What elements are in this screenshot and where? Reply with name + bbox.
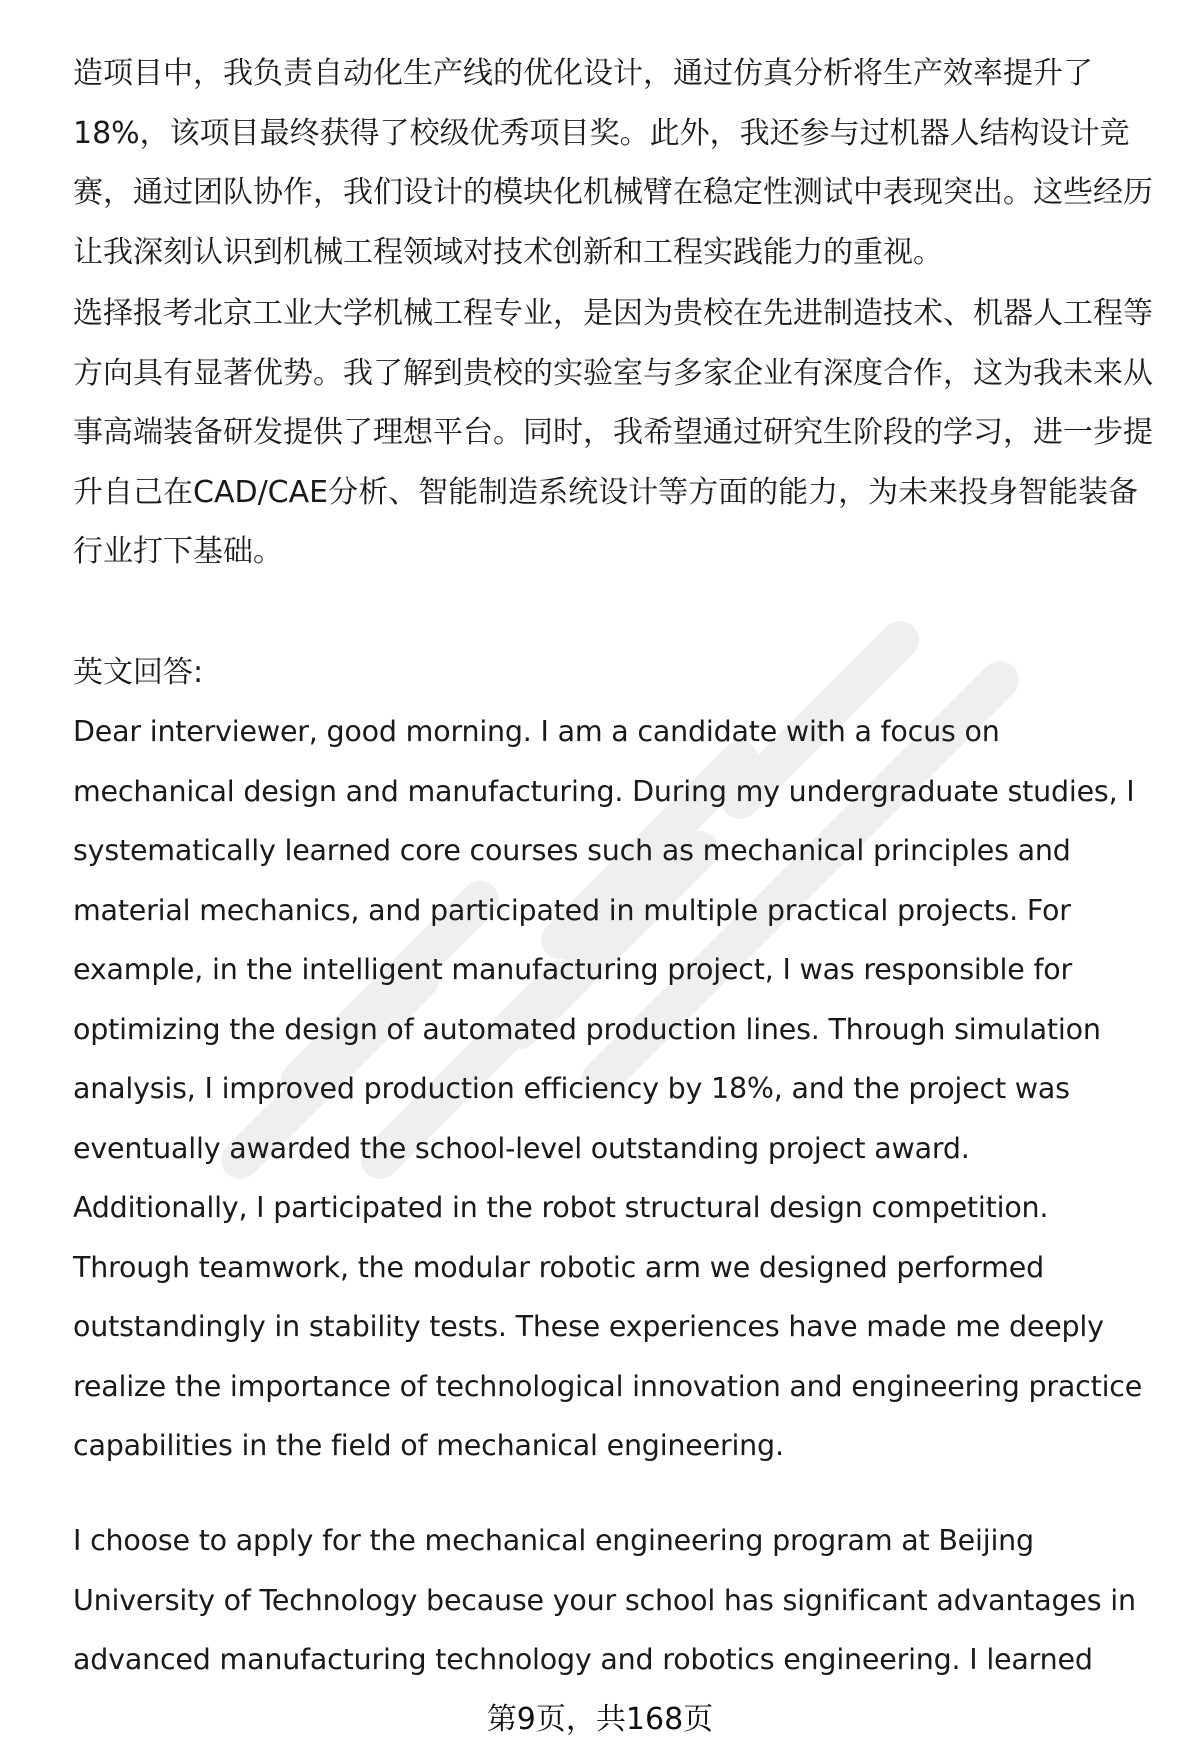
text-line: 事高端装备研发提供了理想平台。同时，我希望通过研究生阶段的学习，进一步提 [73,415,1153,450]
text-line: capabilities in the field of mechanical engineering. [73,1429,784,1462]
text-line: example, in the intelligent manufacturing project, I was responsible for [73,953,1073,986]
text-line: 方向具有显著优势。我了解到贵校的实验室与多家企业有深度合作，这为我未来从 [73,355,1153,391]
text-line: realize the importance of technological innovation and engineering practice [73,1369,1143,1403]
en-answer-heading-block [73,643,1163,703]
text-line: 18%，该项目最终获得了校级优秀项目奖。此外，我还参与过机器人结构设计竞 [73,115,1130,151]
text-line: 选择报考北京工业大学机械工程专业，是因为贵校在先进制造技术、机器人工程等 [73,296,1153,331]
page-number-footer: 第9页，共168页 [486,1702,714,1737]
text-line: eventually awarded the school-level outstanding project award. [73,1131,970,1165]
zh-paragraph-1 [73,44,1163,282]
text-line: material mechanics, and participated in multiple practical projects. For [73,893,1071,927]
text-line: mechanical design and manufacturing. During my undergraduate studies, I [73,774,1135,808]
text-line: Through teamwork, the modular robotic arm we designed performed [73,1250,1044,1284]
text-line: 升自己在CAD/CAE分析、智能制造系统设计等方面的能力，为未来投身智能装备 [73,474,1139,510]
text-line: 行业打下基础。 [73,534,283,569]
zh-paragraph-2 [73,284,1163,582]
text-line: 让我深刻认识到机械工程领域对技术创新和工程实践能力的重视。 [73,234,943,270]
text-line: 造项目中，我负责自动化生产线的优化设计，通过仿真分析将生产效率提升了 [73,56,1093,91]
text-line: advanced manufacturing technology and robotics engineering. I learned [73,1643,1093,1676]
text-line: University of Technology because your school has significant advantages in [73,1583,1136,1617]
text-line: outstandingly in stability tests. These experiences have made me deeply [73,1310,1104,1343]
text-line: systematically learned core courses such as mechanical principles and [73,834,1071,867]
text-line: I choose to apply for the mechanical engineering program at Beijing [73,1524,1034,1557]
text-line: analysis, I improved production efficiency by 18%, and the project was [73,1072,1070,1105]
text-line: 赛，通过团队协作，我们设计的模块化机械臂在稳定性测试中表现突出。这些经历 [73,175,1153,210]
text-line: Additionally, I participated in the robot structural design competition. [73,1191,1049,1224]
text-line: Dear interviewer, good morning. I am a candidate with a focus on [73,715,1000,748]
en-paragraph-1 [73,702,1163,1476]
text-line: optimizing the design of automated production lines. Through simulation [73,1012,1101,1046]
en-paragraph-2 [73,1511,1163,1690]
section-heading: 英文回答: [73,655,204,690]
